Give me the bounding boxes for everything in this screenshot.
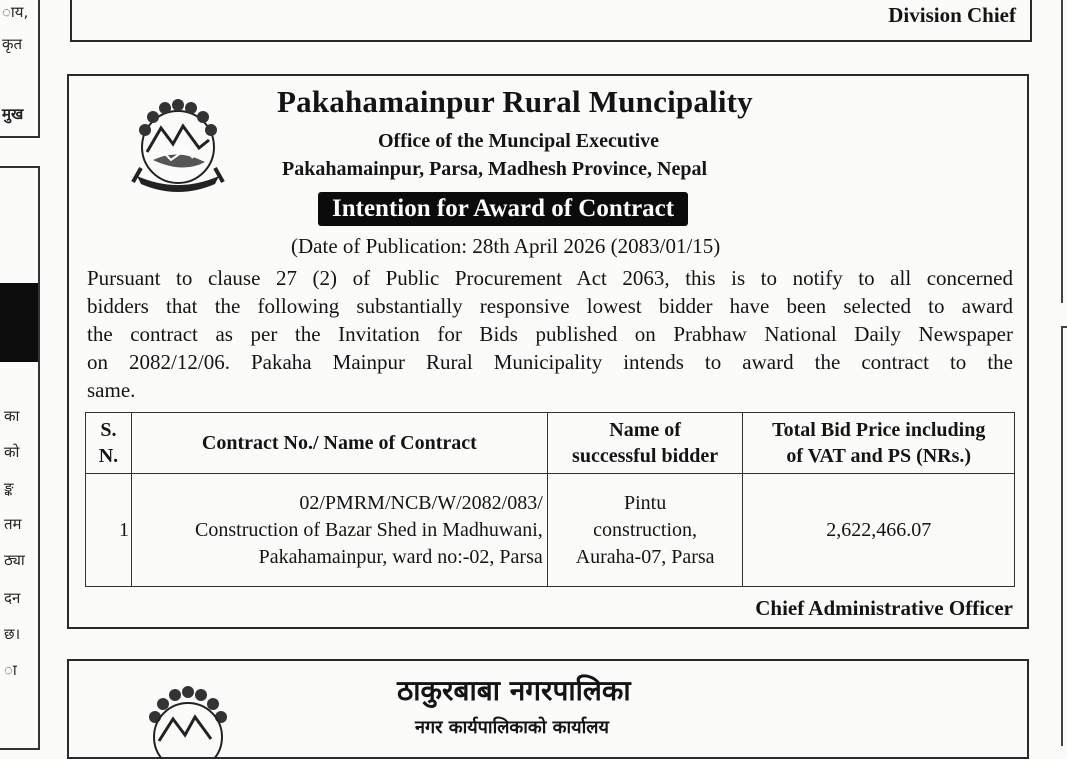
body-line: same. bbox=[87, 378, 136, 402]
nepal-emblem-logo bbox=[123, 90, 233, 200]
top-notice-text-fragment bbox=[92, 0, 712, 1]
notice-signature: Chief Administrative Officer bbox=[755, 596, 1013, 620]
body-line: bidders that the following substantially responsive lowest bidder have been selected to award bbox=[87, 294, 1013, 318]
cell-bidder bbox=[547, 474, 743, 587]
bidder-line: Auraha-07, Parsa bbox=[575, 545, 715, 568]
table-row bbox=[86, 474, 1015, 587]
header-price-line: Total Bid Price including bbox=[772, 419, 986, 441]
header-sn-line: N. bbox=[98, 445, 119, 467]
bottom-notice-office: नगर कार्यपालिकाको कार्यालय bbox=[415, 717, 609, 738]
header-bidder-line: successful bidder bbox=[572, 445, 719, 467]
left-text-line: ाय, bbox=[2, 3, 29, 21]
header-sn bbox=[86, 413, 132, 474]
left-text-line: ङ्क bbox=[4, 479, 14, 497]
right-column-border bbox=[1061, 326, 1067, 746]
office-address: Pakahamainpur, Parsa, Madhesh Province, Nepal bbox=[282, 158, 708, 180]
body-line: the contract as per the Invitation for Bids published on Prabhaw National Daily Newspaper bbox=[87, 322, 1013, 346]
header-sn-line: S. bbox=[100, 419, 117, 441]
header-contract: Contract No./ Name of Contract bbox=[131, 413, 547, 474]
left-text-line: ा bbox=[4, 661, 17, 679]
left-text-line: को bbox=[4, 443, 20, 461]
left-text-line: कृत bbox=[2, 35, 23, 53]
left-text-line: तम bbox=[4, 515, 22, 533]
body-line: Pursuant to clause 27 (2) of Public Procurement Act 2063, this is to notify to all concerned bbox=[87, 266, 1013, 290]
bottom-notice bbox=[67, 659, 1029, 759]
header-price-line: of VAT and PS (NRs.) bbox=[786, 445, 972, 467]
bottom-notice-title: ठाकुरबाबा नगरपालिका bbox=[397, 674, 631, 707]
contract-line: Pakahamainpur, ward no:-02, Parsa bbox=[258, 545, 543, 568]
left-text-line: ठ्या bbox=[4, 551, 25, 569]
table-header-row bbox=[86, 413, 1015, 474]
top-notice bbox=[70, 0, 1032, 42]
nepal-emblem-logo bbox=[133, 679, 243, 759]
header-price bbox=[743, 413, 1015, 474]
contract-line: Construction of Bazar Shed in Madhuwani, bbox=[195, 518, 543, 541]
left-signature-fragment: मुख bbox=[2, 105, 24, 123]
bidder-line: construction, bbox=[593, 518, 698, 541]
body-line: on 2082/12/06. Pakaha Mainpur Rural Municipality intends to award the contract to the bbox=[87, 350, 1013, 374]
publication-date: (Date of Publication: 28th April 2026 (2083/01/15) bbox=[291, 234, 721, 258]
left-text-line: छ। bbox=[4, 625, 21, 643]
cell-price: 2,622,466.07 bbox=[743, 474, 1015, 587]
left-text-line: का bbox=[4, 407, 20, 425]
left-text-line: दन bbox=[4, 589, 21, 607]
award-table bbox=[85, 412, 1015, 587]
left-column bbox=[0, 0, 40, 740]
notice-body bbox=[87, 264, 1013, 404]
right-column-border bbox=[1061, 0, 1063, 303]
top-notice-signature: Division Chief bbox=[888, 3, 1016, 27]
cell-sn: 1 bbox=[86, 474, 132, 587]
header-bidder-line: Name of bbox=[609, 419, 681, 441]
left-black-banner bbox=[0, 283, 38, 362]
municipality-title: Pakahamainpur Rural Muncipality bbox=[277, 84, 753, 119]
notice-banner: Intention for Award of Contract bbox=[318, 192, 688, 226]
bidder-line: Pintu bbox=[623, 491, 667, 514]
cell-contract bbox=[131, 474, 547, 587]
office-name: Office of the Muncipal Executive bbox=[378, 130, 660, 152]
contract-line: 02/PMRM/NCB/W/2082/083/ bbox=[299, 491, 543, 514]
header-bidder bbox=[547, 413, 743, 474]
award-notice bbox=[67, 74, 1029, 629]
